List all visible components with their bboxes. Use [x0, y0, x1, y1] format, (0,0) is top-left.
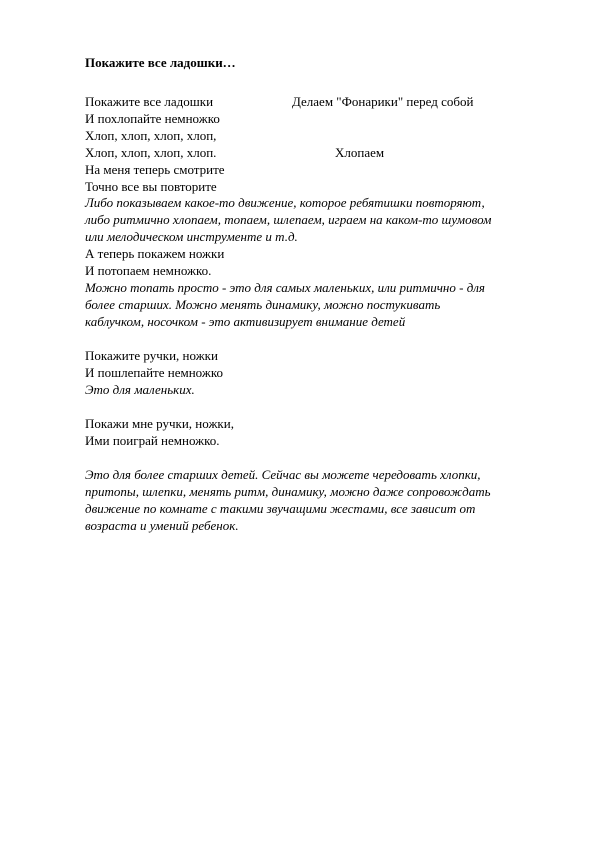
note4-line4: возраста и умений ребенок.	[85, 518, 239, 533]
note3-line1: Это для маленьких.	[85, 382, 195, 397]
verse1-line4: Хлоп, хлоп, хлоп, хлоп.	[85, 145, 217, 160]
verse1-line3: Хлоп, хлоп, хлоп, хлоп,	[85, 128, 217, 143]
note4-line2: притопы, шлепки, менять ритм, динамику, можно даже сопровождать	[85, 484, 491, 499]
note1-line3: или мелодическом инструменте и т.д.	[85, 229, 298, 244]
note1-line2: либо ритмично хлопаем, топаем, шлепаем, играем на каком-то шумовом	[85, 212, 492, 227]
note2-line3: каблучком, носочком - это активизирует внимание детей	[85, 314, 406, 329]
note2-line2: более старших. Можно менять динамику, можно постукивать	[85, 297, 441, 312]
note4-line3: движение по комнате с такими звучащими жестами, все зависит от	[85, 501, 476, 516]
document-title: Покажите все ладошки…	[85, 55, 236, 70]
verse1-line5: На меня теперь смотрите	[85, 162, 225, 177]
verse1-line1-note: Делаем "Фонарики" перед собой	[292, 94, 474, 109]
verse3-line1: Покажите ручки, ножки	[85, 348, 218, 363]
verse3-line2: И пошлепайте немножко	[85, 365, 223, 380]
verse1-line4-note: Хлопаем	[335, 145, 385, 160]
verse4-line2: Ими поиграй немножко.	[85, 433, 220, 448]
verse1-line1: Покажите все ладошки	[85, 94, 214, 109]
verse2-line1: А теперь покажем ножки	[85, 246, 225, 261]
note2-line1: Можно топать просто - это для самых маленьких, или ритмично - для	[85, 280, 485, 295]
verse2-line2: И потопаем немножко.	[85, 263, 212, 278]
note1-line1: Либо показываем какое-то движение, которое ребятишки повторяют,	[85, 195, 485, 210]
note4-line1: Это для более старших детей. Сейчас вы можете чередовать хлопки,	[85, 467, 481, 482]
verse4-line1: Покажи мне ручки, ножки,	[85, 416, 234, 431]
verse1-line2: И похлопайте немножко	[85, 111, 220, 126]
verse1-line6: Точно все вы повторите	[85, 179, 217, 194]
